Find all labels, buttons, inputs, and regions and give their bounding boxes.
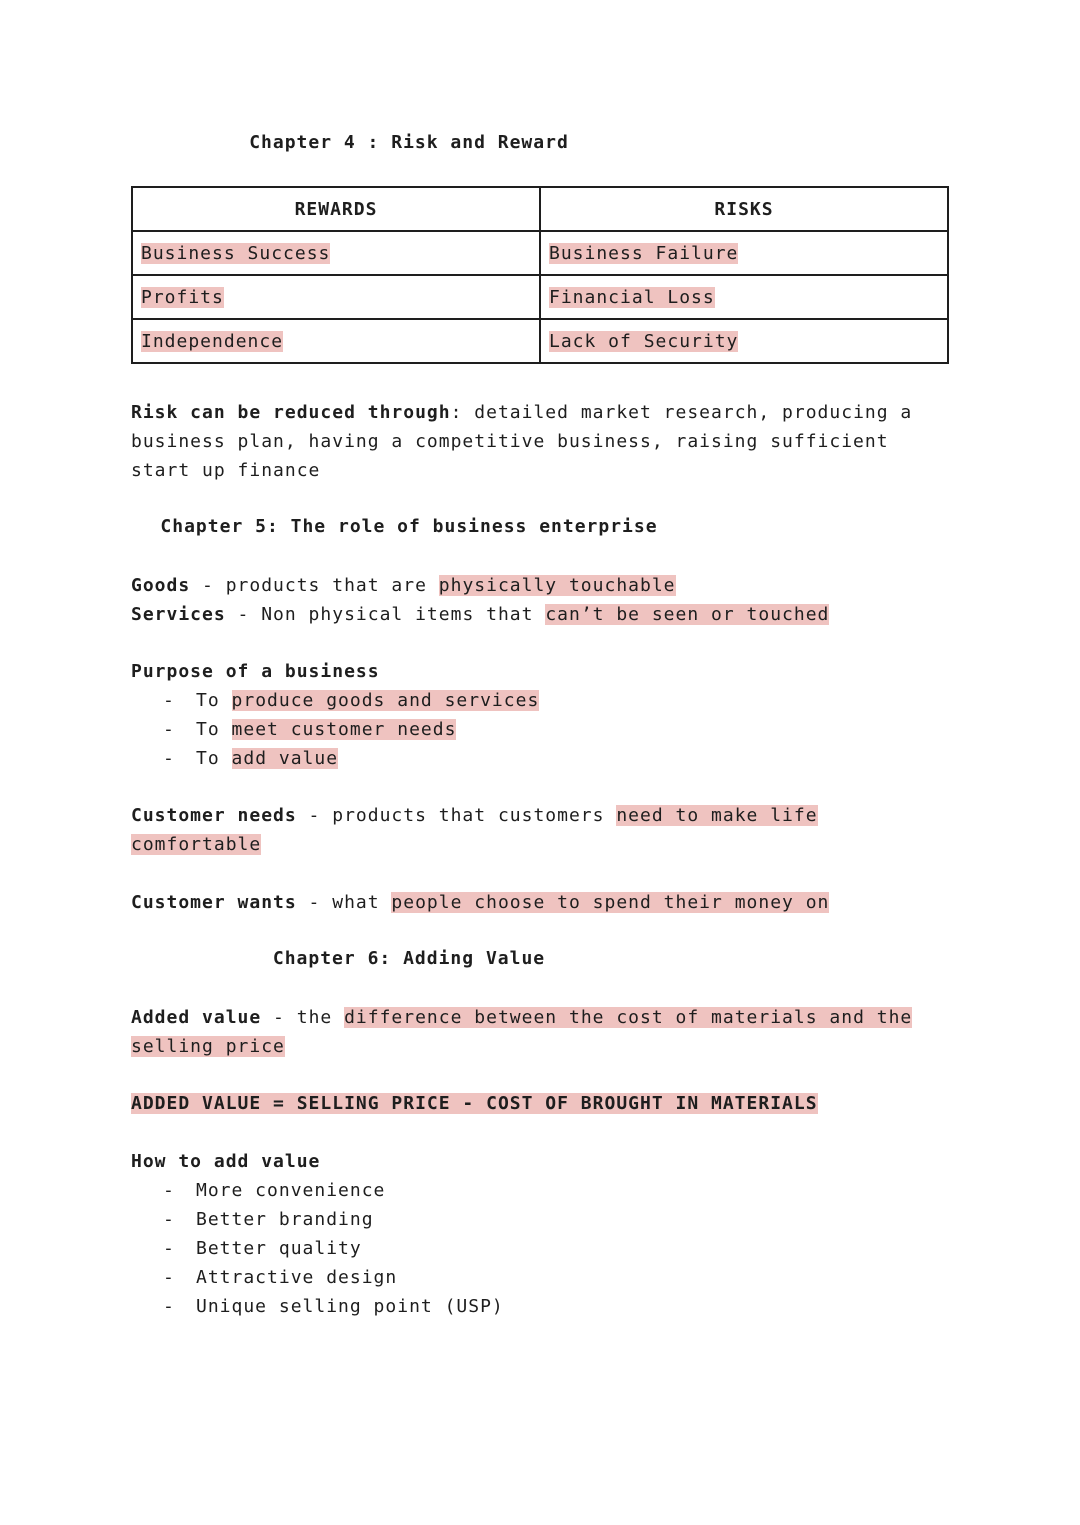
table-row <box>132 319 948 363</box>
list-item <box>131 686 931 715</box>
how-to-add-value-title: How to add value <box>131 1151 321 1172</box>
chapter-4-title: Chapter 4 : Risk and Reward <box>249 132 569 153</box>
dash-bullet-icon: - <box>163 1296 175 1317</box>
table-cell <box>540 275 948 319</box>
table-cell <box>132 275 540 319</box>
value-method-text: Unique selling point (USP) <box>196 1296 504 1317</box>
added-value-formula: ADDED VALUE = SELLING PRICE - COST OF BROUGHT IN MATERIALS <box>131 1093 818 1114</box>
added-value-highlight-1: difference between the cost of materials and the <box>344 1007 913 1028</box>
risk-reward-table <box>131 186 949 364</box>
table-row <box>132 231 948 275</box>
list-item <box>131 1234 931 1263</box>
services-label: Services <box>131 604 226 625</box>
customer-wants-paragraph <box>131 888 931 917</box>
purpose-prefix: To <box>196 748 232 769</box>
table-header-row <box>132 187 948 231</box>
formula-paragraph <box>131 1089 931 1118</box>
table-row <box>132 275 948 319</box>
purpose-prefix: To <box>196 690 232 711</box>
table-header-rewards: REWARDS <box>132 187 540 231</box>
list-item <box>131 1205 931 1234</box>
risk-reduction-text-1: : detailed market research, producing a <box>450 402 913 423</box>
dash-bullet-icon: - <box>163 1180 175 1201</box>
purpose-list <box>131 686 931 773</box>
dash-bullet-icon: - <box>163 690 175 711</box>
customer-needs-highlight-2: comfortable <box>131 834 262 855</box>
table-header-risks: RISKS <box>540 187 948 231</box>
risk-reduction-text-3: start up finance <box>131 460 321 481</box>
dash-bullet-icon: - <box>163 719 175 740</box>
goods-highlight: physically touchable <box>438 575 676 596</box>
dash-bullet-icon: - <box>163 1209 175 1230</box>
risk-reduction-label: Risk can be reduced through <box>131 402 451 423</box>
risk-cell-text: Lack of Security <box>549 330 739 352</box>
reward-cell-text: Profits <box>141 286 224 308</box>
list-item <box>131 1292 931 1321</box>
reward-cell-text: Independence <box>141 330 284 352</box>
chapter-5-title: Chapter 5: The role of business enterprise <box>160 516 658 537</box>
services-highlight: can’t be seen or touched <box>545 604 830 625</box>
customer-needs-label: Customer needs <box>131 805 297 826</box>
how-to-add-value-list <box>131 1176 931 1321</box>
purpose-prefix: To <box>196 719 232 740</box>
dash-bullet-icon: - <box>163 748 175 769</box>
risk-reduction-text-2: business plan, having a competitive business, raising sufficient <box>131 431 889 452</box>
goods-services-definitions <box>131 571 931 629</box>
purpose-section <box>131 657 931 773</box>
services-text: - Non physical items that <box>225 604 546 625</box>
risk-cell-text: Financial Loss <box>549 286 715 308</box>
customer-needs-paragraph <box>131 801 931 859</box>
added-value-label: Added value <box>131 1007 262 1028</box>
customer-wants-text: - what <box>296 892 392 913</box>
table-cell <box>132 319 540 363</box>
purpose-highlight: produce goods and services <box>231 690 540 711</box>
table-cell <box>540 231 948 275</box>
purpose-title: Purpose of a business <box>131 661 380 682</box>
purpose-highlight: add value <box>231 748 339 769</box>
value-method-text: Better quality <box>196 1238 362 1259</box>
customer-wants-highlight: people choose to spend their money on <box>391 892 830 913</box>
reward-cell-text: Business Success <box>141 242 331 264</box>
risk-reduction-paragraph <box>131 398 931 485</box>
purpose-highlight: meet customer needs <box>231 719 457 740</box>
list-item <box>131 744 931 773</box>
table-cell <box>540 319 948 363</box>
list-item <box>131 1263 931 1292</box>
goods-label: Goods <box>131 575 191 596</box>
list-item <box>131 1176 931 1205</box>
goods-text: - products that are <box>190 575 439 596</box>
value-method-text: More convenience <box>196 1180 386 1201</box>
dash-bullet-icon: - <box>163 1267 175 1288</box>
list-item <box>131 715 931 744</box>
value-method-text: Better branding <box>196 1209 374 1230</box>
risk-cell-text: Business Failure <box>549 242 739 264</box>
added-value-text: - the <box>261 1007 345 1028</box>
chapter-6-title: Chapter 6: Adding Value <box>272 948 546 969</box>
dash-bullet-icon: - <box>163 1238 175 1259</box>
how-to-add-value-section <box>131 1147 931 1321</box>
table-cell <box>132 231 540 275</box>
added-value-paragraph <box>131 1003 931 1061</box>
value-method-text: Attractive design <box>196 1267 398 1288</box>
customer-wants-label: Customer wants <box>131 892 297 913</box>
customer-needs-text: - products that customers <box>296 805 617 826</box>
added-value-highlight-2: selling price <box>131 1036 285 1057</box>
customer-needs-highlight-1: need to make life <box>616 805 818 826</box>
